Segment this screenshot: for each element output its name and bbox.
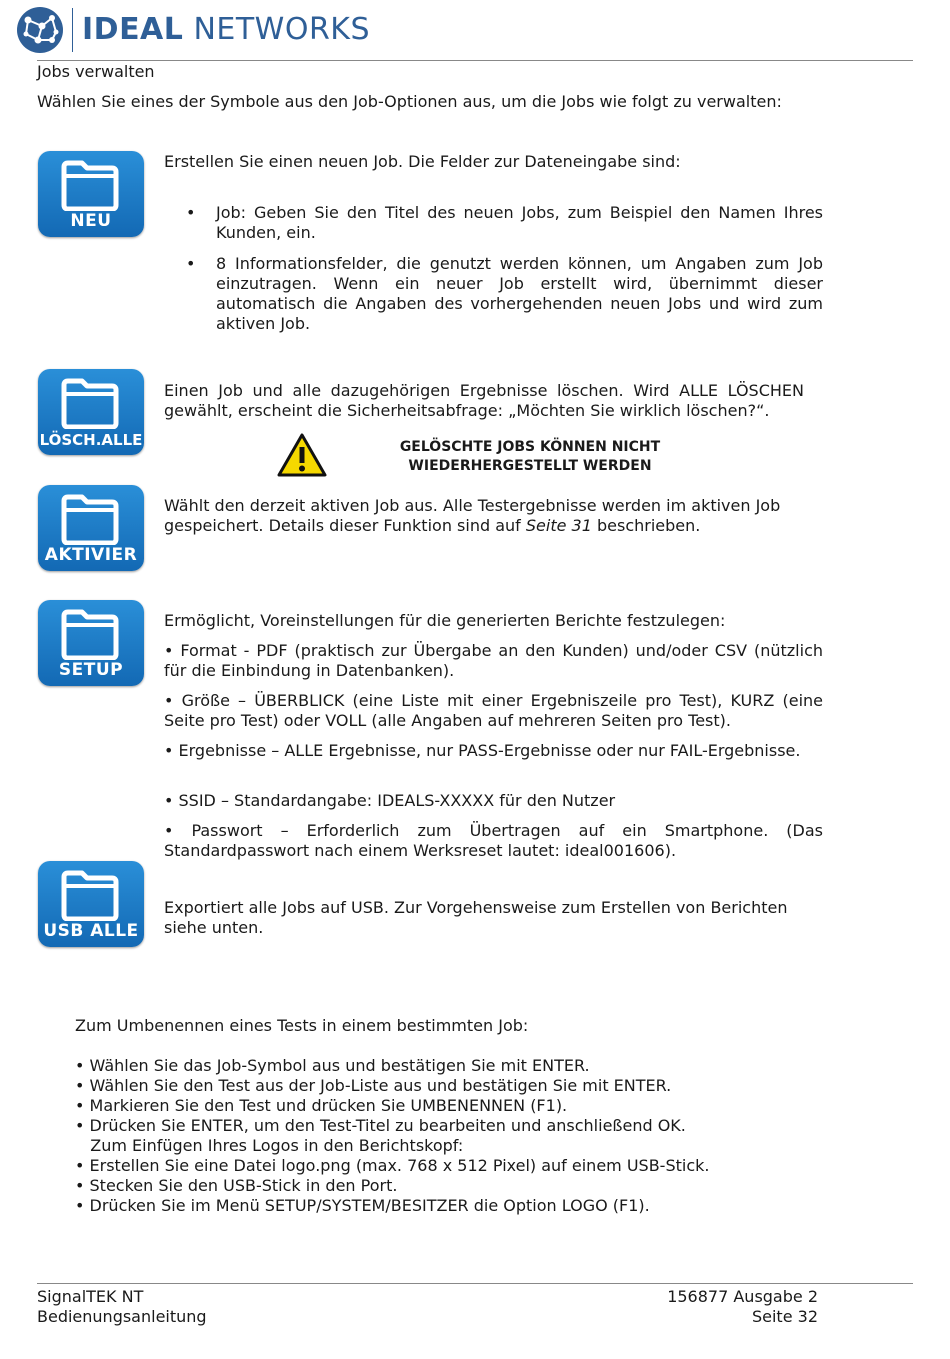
warning-icon: [276, 432, 328, 478]
section-title: Jobs verwalten: [37, 62, 155, 81]
brand-rest: NETWORKS: [193, 12, 371, 47]
loesch-alle-folder-icon: [38, 369, 144, 455]
setup-folder-icon: [38, 600, 144, 686]
footer-rule: [37, 1283, 913, 1284]
aktivier-page-ref: Seite 31: [525, 516, 592, 535]
list-item: • Drücken Sie im Menü SETUP/SYSTEM/BESITZER die Option LOGO (F1).: [75, 1196, 650, 1215]
usb-icon-label: USB ALLE: [43, 921, 139, 941]
neu-folder-icon: [38, 151, 144, 237]
setup-item-passwort: • Passwort – Erforderlich zum Übertragen auf ein Smartphone. (Das Standardpasswort nach einem Werksreset lautet: ideal001606).: [164, 821, 823, 860]
usb-alle-folder-icon: [38, 861, 144, 947]
setup-item-format: • Format - PDF (praktisch zur Übergabe an den Kunden) und/oder CSV (nützlich für die Einbindung in Datenbanken).: [164, 641, 823, 680]
footer-product: SignalTEK NT: [37, 1287, 144, 1306]
aktivier-text-main: Wählt den derzeit aktiven Job aus. Alle Testergebnisse werden im aktiven Job gespeichert. Details dieser Funktion sind auf: [164, 496, 781, 535]
warning-line-2: WIEDERHERGESTELLT WERDEN: [408, 458, 652, 474]
folder-icon: [60, 608, 120, 660]
header-rule: [37, 60, 913, 61]
aktivier-text: [164, 496, 823, 536]
setup-item-groesse: • Größe – ÜBERBLICK (eine Liste mit einer Ergebniszeile pro Test), KURZ (eine Seite pro Test) oder VOLL (alle Angaben auf mehreren Seiten pro Test).: [164, 691, 823, 730]
setup-item-ssid: • SSID – Standardangabe: IDEALS-XXXXX für den Nutzer: [164, 791, 616, 810]
list-item: • Stecken Sie den USB-Stick in den Port.: [75, 1176, 398, 1195]
network-globe-logo-icon: [16, 6, 64, 54]
logo-subheading: Zum Einfügen Ihres Logos in den Berichtskopf:: [75, 1136, 464, 1155]
brand-bold: IDEAL: [82, 12, 184, 47]
warning-text: [380, 438, 680, 476]
loesch-text: Einen Job und alle dazugehörigen Ergebnisse löschen. Wird ALLE LÖSCHEN gewählt, erscheint die Sicherheitsabfrage: „Möchten Sie wirklich löschen?“.: [164, 381, 804, 420]
setup-item-ergebnisse: • Ergebnisse – ALLE Ergebnisse, nur PASS-Ergebnisse oder nur FAIL-Ergebnisse.: [164, 741, 801, 760]
aktivier-folder-icon: [38, 485, 144, 571]
warning-line-1: GELÖSCHTE JOBS KÖNNEN NICHT: [399, 439, 661, 455]
list-item: • Wählen Sie den Test aus der Job-Liste aus und bestätigen Sie mit ENTER.: [75, 1076, 672, 1095]
footer-page: Seite 32: [751, 1307, 818, 1326]
setup-icon-label: SETUP: [58, 660, 124, 680]
brand-logo: [82, 12, 370, 47]
rename-steps: [75, 1056, 709, 1216]
folder-icon: [60, 159, 120, 211]
list-item: • Markieren Sie den Test und drücken Sie UMBENENNEN (F1).: [75, 1096, 568, 1115]
neu-text: Erstellen Sie einen neuen Job. Die Felder zur Dateneingabe sind:: [164, 152, 681, 171]
setup-text: Ermöglicht, Voreinstellungen für die generierten Berichte festzulegen:: [164, 611, 726, 630]
folder-icon: [60, 377, 120, 429]
intro-text: Wählen Sie eines der Symbole aus den Job-Optionen aus, um die Jobs wie folgt zu verwalten:: [37, 92, 782, 111]
folder-icon: [60, 869, 120, 921]
list-item: • Job: Geben Sie den Titel des neuen Jobs, zum Beispiel den Namen Ihres Kunden, ein.: [164, 203, 823, 243]
aktivier-icon-label: AKTIVIER: [44, 545, 138, 565]
neu-bullet-list: [164, 203, 823, 345]
usb-text: Exportiert alle Jobs auf USB. Zur Vorgehensweise zum Erstellen von Berichten siehe unten.: [164, 898, 788, 937]
folder-icon: [60, 493, 120, 545]
footer-doc: Bedienungsanleitung: [37, 1307, 207, 1326]
list-item: • 8 Informationsfelder, die genutzt werden können, um Angaben zum Job einzutragen. Wenn ein neuer Job erstellt wird, übernimmt dieser automatisch die Angaben des vorhergehenden neuen Jobs und wird zum aktiven Job.: [164, 254, 823, 334]
neu-icon-label: NEU: [70, 211, 112, 231]
list-item: • Wählen Sie das Job-Symbol aus und bestätigen Sie mit ENTER.: [75, 1056, 590, 1075]
list-item: • Erstellen Sie eine Datei logo.png (max. 768 x 512 Pixel) auf einem USB-Stick.: [75, 1156, 710, 1175]
logo-divider: [72, 8, 73, 52]
loesch-icon-label: LÖSCH.ALLE: [39, 431, 143, 449]
footer-edition: 156877 Ausgabe 2: [667, 1287, 818, 1306]
aktivier-text-end: beschrieben.: [591, 516, 701, 535]
rename-title: Zum Umbenennen eines Tests in einem bestimmten Job:: [75, 1016, 529, 1035]
list-item: • Drücken Sie ENTER, um den Test-Titel zu bearbeiten und anschließend OK.: [75, 1116, 686, 1135]
